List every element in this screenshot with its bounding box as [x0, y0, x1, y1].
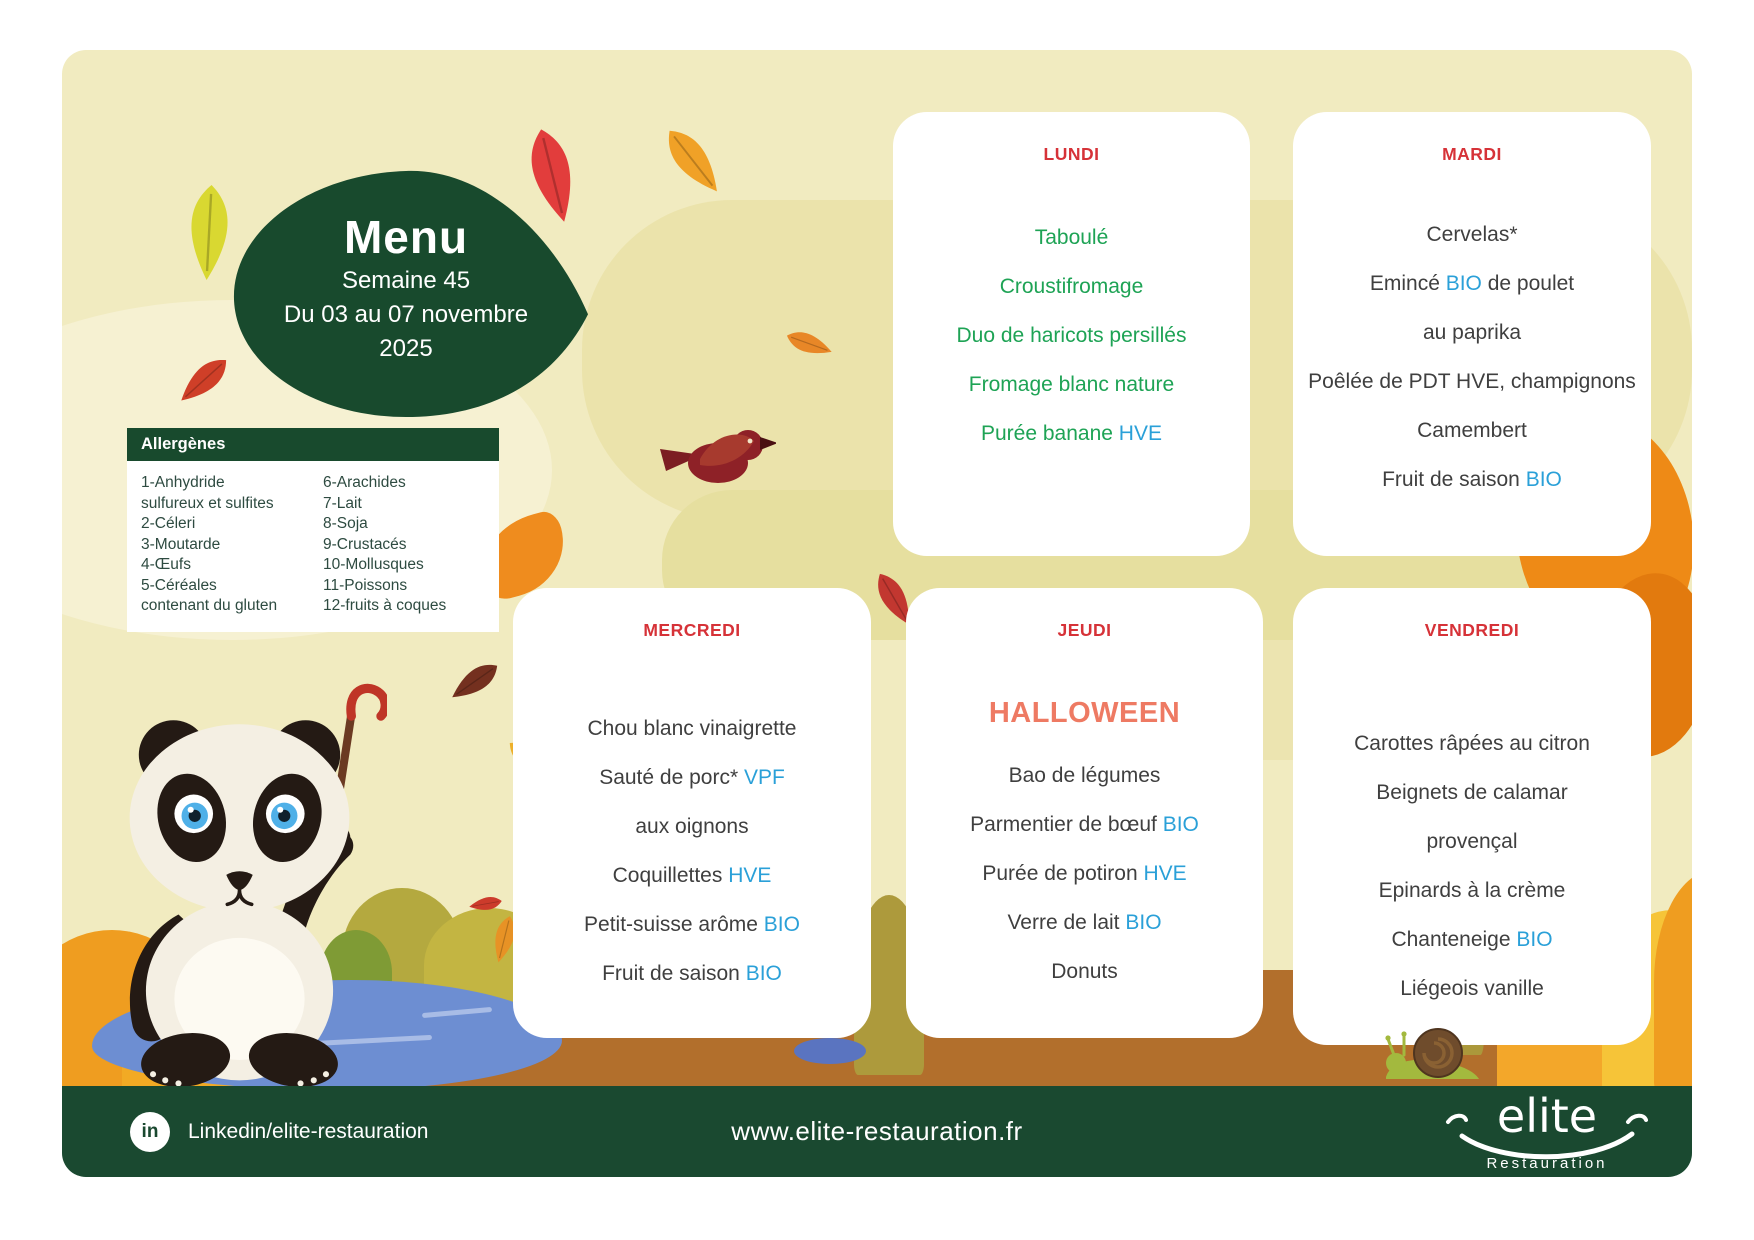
menu-item: Bao de légumes [1008, 763, 1161, 787]
day-title: JEUDI [1057, 619, 1112, 640]
day-items [519, 716, 865, 987]
day-title: LUNDI [1043, 143, 1100, 164]
day-card-jeudi [906, 588, 1263, 1038]
allergen-entry: 8-Soja [323, 515, 368, 532]
day-items [899, 225, 1244, 447]
menu-item: Cervelas* [1426, 222, 1518, 246]
allergen-entry: 9-Crustacés [323, 535, 407, 553]
leaf-orange-top [646, 112, 742, 213]
allergens-column-2 [323, 473, 446, 617]
allergen-entry: sulfureux et sulfites [141, 494, 274, 512]
menu-dates: Du 03 au 07 novembre [283, 301, 529, 328]
linkedin-icon: in [130, 1112, 170, 1152]
menu-item: Epinards à la crème [1378, 878, 1566, 902]
elite-restauration-logo [1422, 1088, 1672, 1176]
day-items [1299, 222, 1645, 493]
day-title: MARDI [1442, 143, 1502, 164]
menu-item: Beignets de calamar [1376, 780, 1568, 804]
leaf-maroon [435, 643, 514, 720]
allergen-entry: 4-Œufs [141, 556, 191, 573]
menu-item: Fruit de saison BIO [1382, 467, 1562, 491]
day-card-mercredi [513, 588, 871, 1038]
allergens-box [127, 428, 499, 632]
allergen-entry: 11-Poissons [323, 576, 408, 594]
halloween-heading: HALLOWEEN [988, 696, 1181, 729]
logo-wordmark: elite [1496, 1089, 1598, 1143]
menu-item: Coquillettes HVE [612, 863, 772, 887]
menu-item: Donuts [1051, 959, 1118, 983]
menu-item: provençal [1426, 829, 1518, 853]
puddle-small [794, 1038, 866, 1064]
menu-item: Poêlée de PDT HVE, champignons [1308, 369, 1636, 393]
menu-item: Fruit de saison BIO [602, 961, 782, 985]
logo-subtitle: Restauration [1486, 1155, 1608, 1172]
bird-illustration [656, 415, 776, 497]
allergen-entry: 12-fruits à coques [323, 597, 447, 614]
menu-item: aux oignons [635, 814, 749, 838]
allergen-entry: contenant du gluten [141, 597, 278, 614]
menu-item: Purée de potiron HVE [982, 861, 1187, 885]
menu-item: Sauté de porc* VPF [599, 765, 785, 789]
day-items [912, 763, 1257, 985]
menu-item: Croustifromage [999, 274, 1144, 298]
allergens-column-1 [141, 473, 277, 617]
menu-item: Parmentier de bœuf BIO [970, 812, 1199, 836]
linkedin-label: Linkedin/elite-restauration [188, 1119, 429, 1143]
footer-bar [62, 1086, 1692, 1177]
menu-item: Camembert [1417, 418, 1527, 442]
day-items [1299, 731, 1645, 1002]
menu-item: Duo de haricots persillés [956, 323, 1187, 347]
website-link[interactable]: www.elite-restauration.fr [731, 1116, 1023, 1146]
day-title: VENDREDI [1424, 619, 1520, 640]
allergen-entry: 5-Céréales [141, 576, 217, 594]
menu-item: Carottes râpées au citron [1354, 731, 1590, 755]
autumn-scene [62, 50, 1692, 1086]
day-card-vendredi [1293, 588, 1651, 1045]
menu-item: Emincé BIO de poulet [1369, 271, 1575, 295]
day-card-mardi [1293, 112, 1651, 556]
snail-illustration [1380, 1015, 1485, 1086]
allergens-title: Allergènes [127, 428, 499, 461]
menu-item: Taboulé [1034, 225, 1109, 249]
allergen-entry: 1-Anhydride [141, 474, 225, 491]
allergen-entry: 2-Céleri [141, 515, 196, 532]
allergen-entry: 7-Lait [323, 494, 362, 512]
allergen-entry: 3-Moutarde [141, 535, 221, 553]
menu-item: Purée banane HVE [981, 421, 1162, 445]
menu-item: Petit-suisse arôme BIO [584, 912, 800, 936]
menu-item: Chou blanc vinaigrette [587, 716, 797, 740]
day-title: MERCREDI [643, 619, 741, 640]
menu-week: Semaine 45 [341, 267, 471, 294]
menu-item: au paprika [1422, 320, 1522, 344]
menu-item: Chanteneige BIO [1391, 927, 1553, 951]
menu-title: Menu [343, 211, 469, 263]
day-card-lundi [893, 112, 1250, 556]
allergen-entry: 10-Mollusques [323, 556, 424, 573]
allergen-entry: 6-Arachides [323, 474, 406, 491]
menu-item: Fromage blanc nature [968, 372, 1175, 396]
menu-title-leaf [222, 168, 590, 420]
panda-illustration [92, 675, 387, 1086]
menu-year: 2025 [379, 335, 433, 362]
menu-item: Verre de lait BIO [1007, 910, 1162, 934]
menu-item: Liégeois vanille [1400, 976, 1544, 1000]
